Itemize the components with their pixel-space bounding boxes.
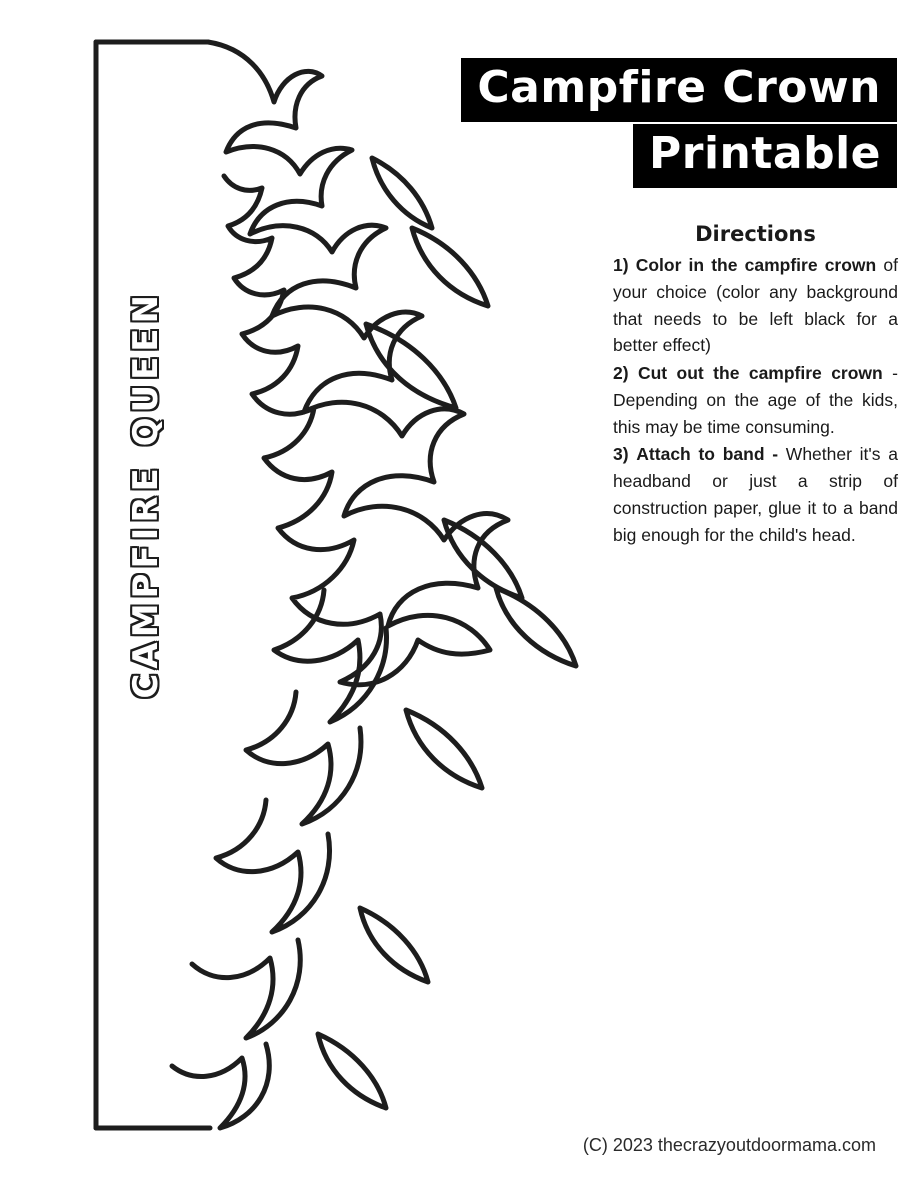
flame-leaf-1	[366, 324, 456, 408]
directions-step-2-number: 2)	[613, 363, 629, 384]
directions-heading: Directions	[695, 222, 816, 246]
campfire-crown-icon	[60, 28, 600, 1158]
directions-step-2	[613, 360, 898, 440]
directions-step-1	[613, 252, 898, 359]
directions-step-3-text: Whether it's a headband or just a strip of construction paper, glue it to a band big enough for the child's head.	[613, 444, 898, 545]
flame-leaf-3	[372, 158, 432, 228]
directions-section	[613, 222, 898, 549]
directions-step-1-lead: Color in the campfire crown	[635, 255, 877, 275]
directions-step-3	[613, 441, 898, 548]
flame-leaf-8	[496, 588, 576, 666]
flame-lower-group-5	[172, 1044, 269, 1128]
directions-step-2-text: - Depending on the age of the kids, this may be time consuming.	[613, 363, 898, 437]
directions-step-1-number: 1)	[613, 255, 629, 275]
flame-leaf-7	[318, 1034, 386, 1108]
page-title-line-1: Campfire Crown	[461, 58, 897, 122]
campfire-crown-artwork	[60, 28, 600, 1158]
flame-leaf-6	[360, 908, 428, 982]
flame-leaf-4	[444, 520, 522, 598]
directions-step-3-number: 3)	[613, 444, 629, 465]
directions-body	[613, 252, 898, 548]
directions-step-2-lead: Cut out the campfire crown	[637, 363, 883, 384]
directions-step-3-lead: Attach to band -	[636, 444, 779, 465]
flame-lower-group-4	[192, 940, 300, 1038]
flame-leaf-5	[406, 710, 482, 788]
band-label-text: CAMPFIRE QUEEN	[126, 290, 166, 699]
page-title-line-2: Printable	[633, 124, 897, 188]
flame-outer-contour	[208, 42, 508, 685]
directions-step-1-text: of your choice (color any background that needs to be left black for a better effect)	[613, 255, 898, 356]
copyright-footer: (C) 2023 thecrazyoutdoormama.com	[582, 1135, 876, 1155]
flame-leaf-2	[412, 228, 488, 306]
